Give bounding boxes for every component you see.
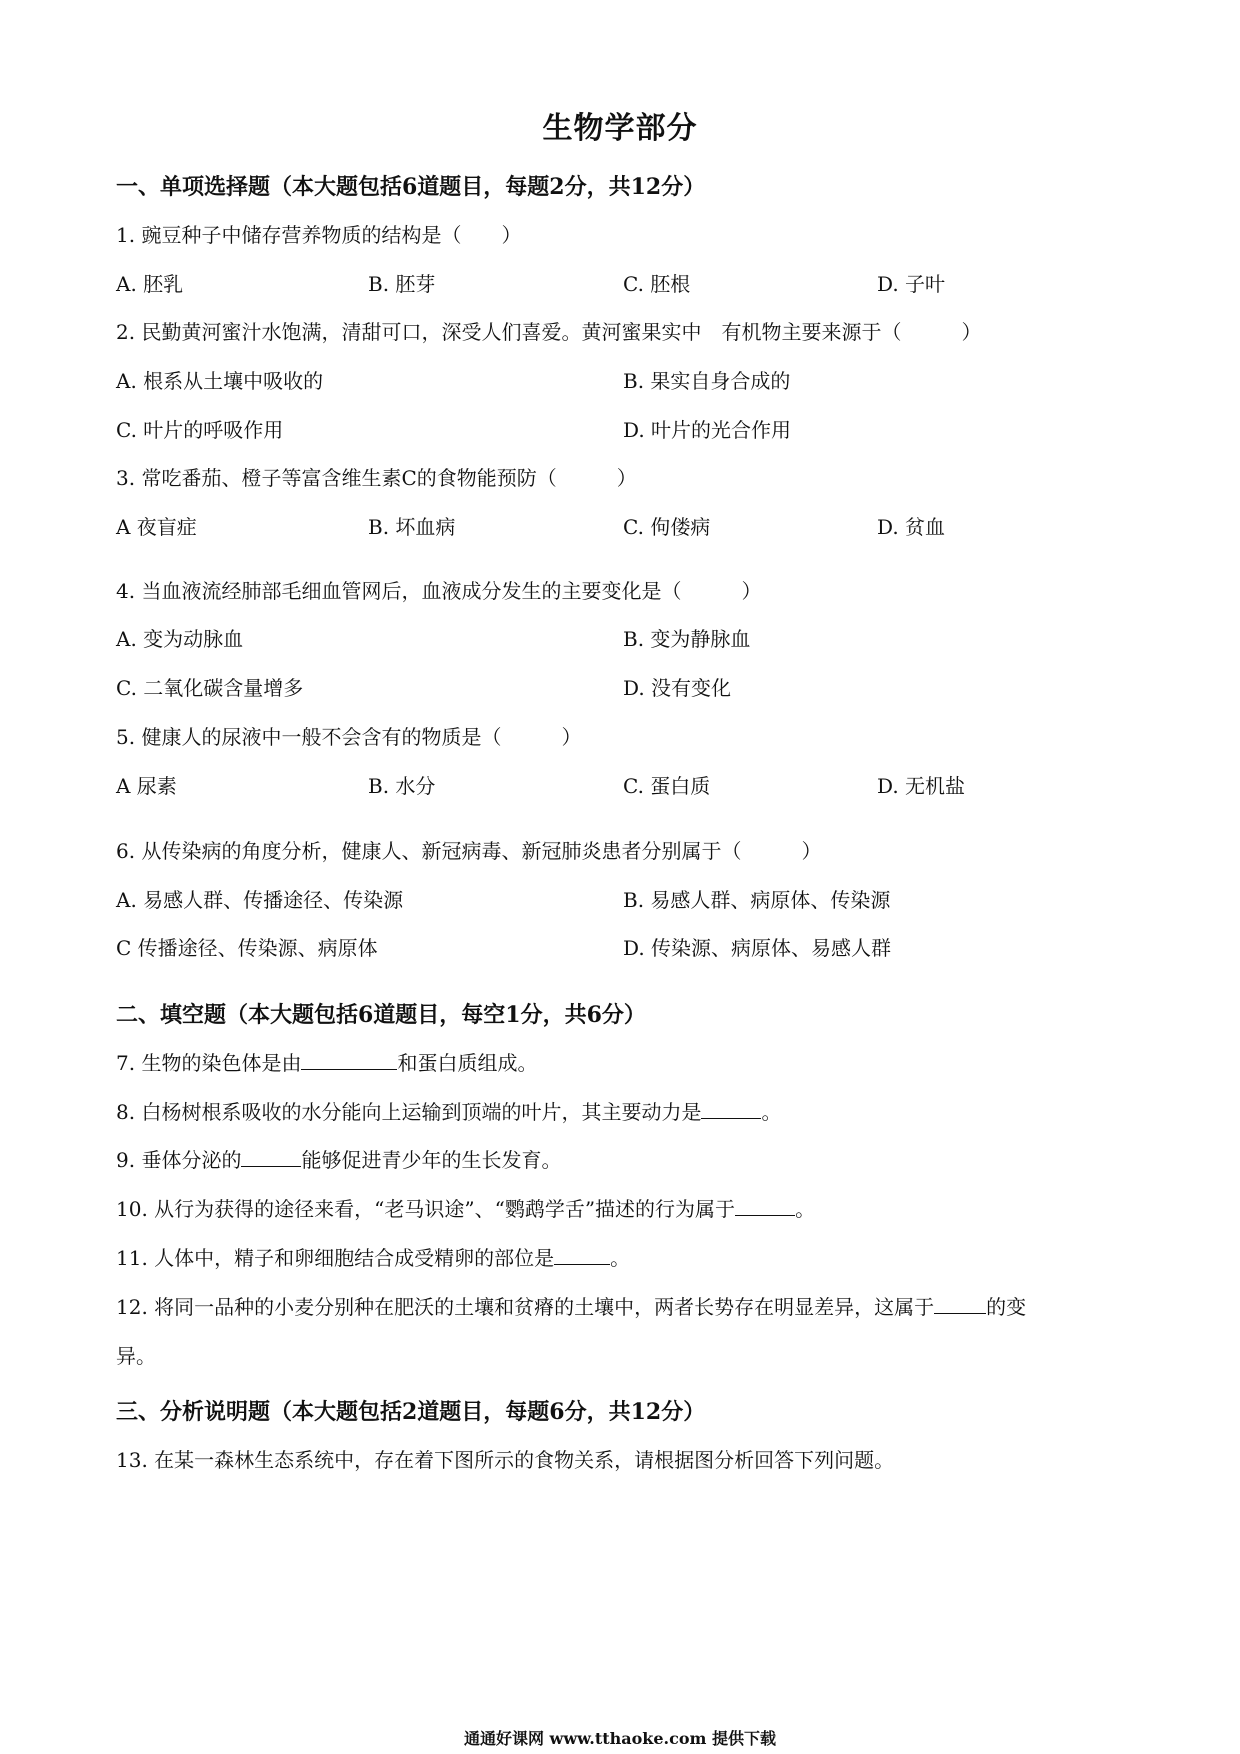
answer-blank[interactable] xyxy=(241,1148,301,1167)
question-7-text-before: 7. 生物的染色体是由 xyxy=(116,1051,302,1075)
question-6-option-b: B. 易感人群、病原体、传染源 xyxy=(623,888,891,912)
question-13-stem: 13. 在某一森林生态系统中，存在着下图所示的食物关系，请根据图分析回答下列问题。 xyxy=(116,1448,895,1472)
question-6-option-c: C 传播途径、传染源、病原体 xyxy=(116,936,378,960)
question-5-option-c: C. 蛋白质 xyxy=(623,774,711,798)
question-12-continuation: 异。 xyxy=(116,1344,156,1368)
question-4-stem: 4. 当血液流经肺部毛细血管网后，血液成分发生的主要变化是（ ） xyxy=(116,579,762,603)
question-2-option-c: C. 叶片的呼吸作用 xyxy=(116,418,284,442)
question-3-option-b: B. 坏血病 xyxy=(368,515,456,539)
answer-blank[interactable] xyxy=(735,1197,795,1216)
question-6-option-d: D. 传染源、病原体、易感人群 xyxy=(623,936,892,960)
question-11-text-after: 。 xyxy=(610,1246,631,1270)
question-8 xyxy=(116,1098,781,1126)
question-10 xyxy=(116,1195,815,1223)
question-4-option-b: B. 变为静脉血 xyxy=(623,627,751,651)
question-12-text-before: 12. 将同一品种的小麦分别种在肥沃的土壤和贫瘠的土壤中，两者长势存在明显差异，这属于 xyxy=(116,1295,935,1319)
question-11 xyxy=(116,1244,630,1272)
question-6-option-a: A. 易感人群、传播途径、传染源 xyxy=(116,888,404,912)
section-header-choice: 一、单项选择题（本大题包括6道题目，每题2分，共12分） xyxy=(116,174,706,200)
question-12-text-after: 的变 xyxy=(986,1295,1027,1319)
question-6-stem: 6. 从传染病的角度分析，健康人、新冠病毒、新冠肺炎患者分别属于（ ） xyxy=(116,839,822,863)
question-9 xyxy=(116,1146,561,1174)
question-5-stem: 5. 健康人的尿液中一般不会含有的物质是（ ） xyxy=(116,725,582,749)
question-1-option-a: A. 胚乳 xyxy=(116,272,184,296)
question-7 xyxy=(116,1049,537,1077)
section-header-analysis: 三、分析说明题（本大题包括2道题目，每题6分，共12分） xyxy=(116,1399,706,1425)
page-title: 生物学部分 xyxy=(542,111,698,146)
question-8-text-before: 8. 白杨树根系吸收的水分能向上运输到顶端的叶片，其主要动力是 xyxy=(116,1100,702,1124)
question-1-option-c: C. 胚根 xyxy=(623,272,691,296)
question-3-option-a: A 夜盲症 xyxy=(116,515,197,539)
question-4-option-a: A. 变为动脉血 xyxy=(116,627,244,651)
question-4-option-c: C. 二氧化碳含量增多 xyxy=(116,676,304,700)
question-7-text-after: 和蛋白质组成。 xyxy=(397,1051,538,1075)
answer-blank[interactable] xyxy=(934,1295,986,1314)
question-4-option-d: D. 没有变化 xyxy=(623,676,732,700)
question-9-text-after: 能够促进青少年的生长发育。 xyxy=(301,1148,562,1172)
question-5-option-a: A 尿素 xyxy=(116,774,177,798)
question-2-option-b: B. 果实自身合成的 xyxy=(623,369,791,393)
question-11-text-before: 11. 人体中，精子和卵细胞结合成受精卵的部位是 xyxy=(116,1246,555,1270)
question-3-stem: 3. 常吃番茄、橙子等富含维生素C的食物能预防（ ） xyxy=(116,466,637,490)
section-header-fill-blank: 二、填空题（本大题包括6道题目，每空1分，共6分） xyxy=(116,1002,646,1028)
answer-blank[interactable] xyxy=(701,1100,761,1119)
question-5-option-b: B. 水分 xyxy=(368,774,436,798)
question-1-option-d: D. 子叶 xyxy=(877,272,946,296)
question-5-option-d: D. 无机盐 xyxy=(877,774,966,798)
question-3-option-c: C. 佝偻病 xyxy=(623,515,711,539)
question-1-option-b: B. 胚芽 xyxy=(368,272,436,296)
question-9-text-before: 9. 垂体分泌的 xyxy=(116,1148,242,1172)
answer-blank[interactable] xyxy=(554,1246,610,1265)
question-8-text-after: 。 xyxy=(761,1100,782,1124)
answer-blank[interactable] xyxy=(301,1051,397,1070)
question-10-text-after: 。 xyxy=(795,1197,816,1221)
question-2-option-d: D. 叶片的光合作用 xyxy=(623,418,792,442)
question-2-option-a: A. 根系从土壤中吸收的 xyxy=(116,369,324,393)
question-10-text-before: 10. 从行为获得的途径来看，“老马识途”、“鹦鹉学舌”描述的行为属于 xyxy=(116,1197,736,1221)
question-2-stem: 2. 民勤黄河蜜汁水饱满，清甜可口，深受人们喜爱。黄河蜜果实中 有机物主要来源于（ ） xyxy=(116,320,982,344)
page-footer: 通通好课网 www.tthaoke.com 提供下载 xyxy=(463,1729,777,1748)
question-3-option-d: D. 贫血 xyxy=(877,515,946,539)
question-1-stem: 1. 豌豆种子中储存营养物质的结构是（ ） xyxy=(116,223,522,247)
question-12 xyxy=(116,1293,1026,1321)
